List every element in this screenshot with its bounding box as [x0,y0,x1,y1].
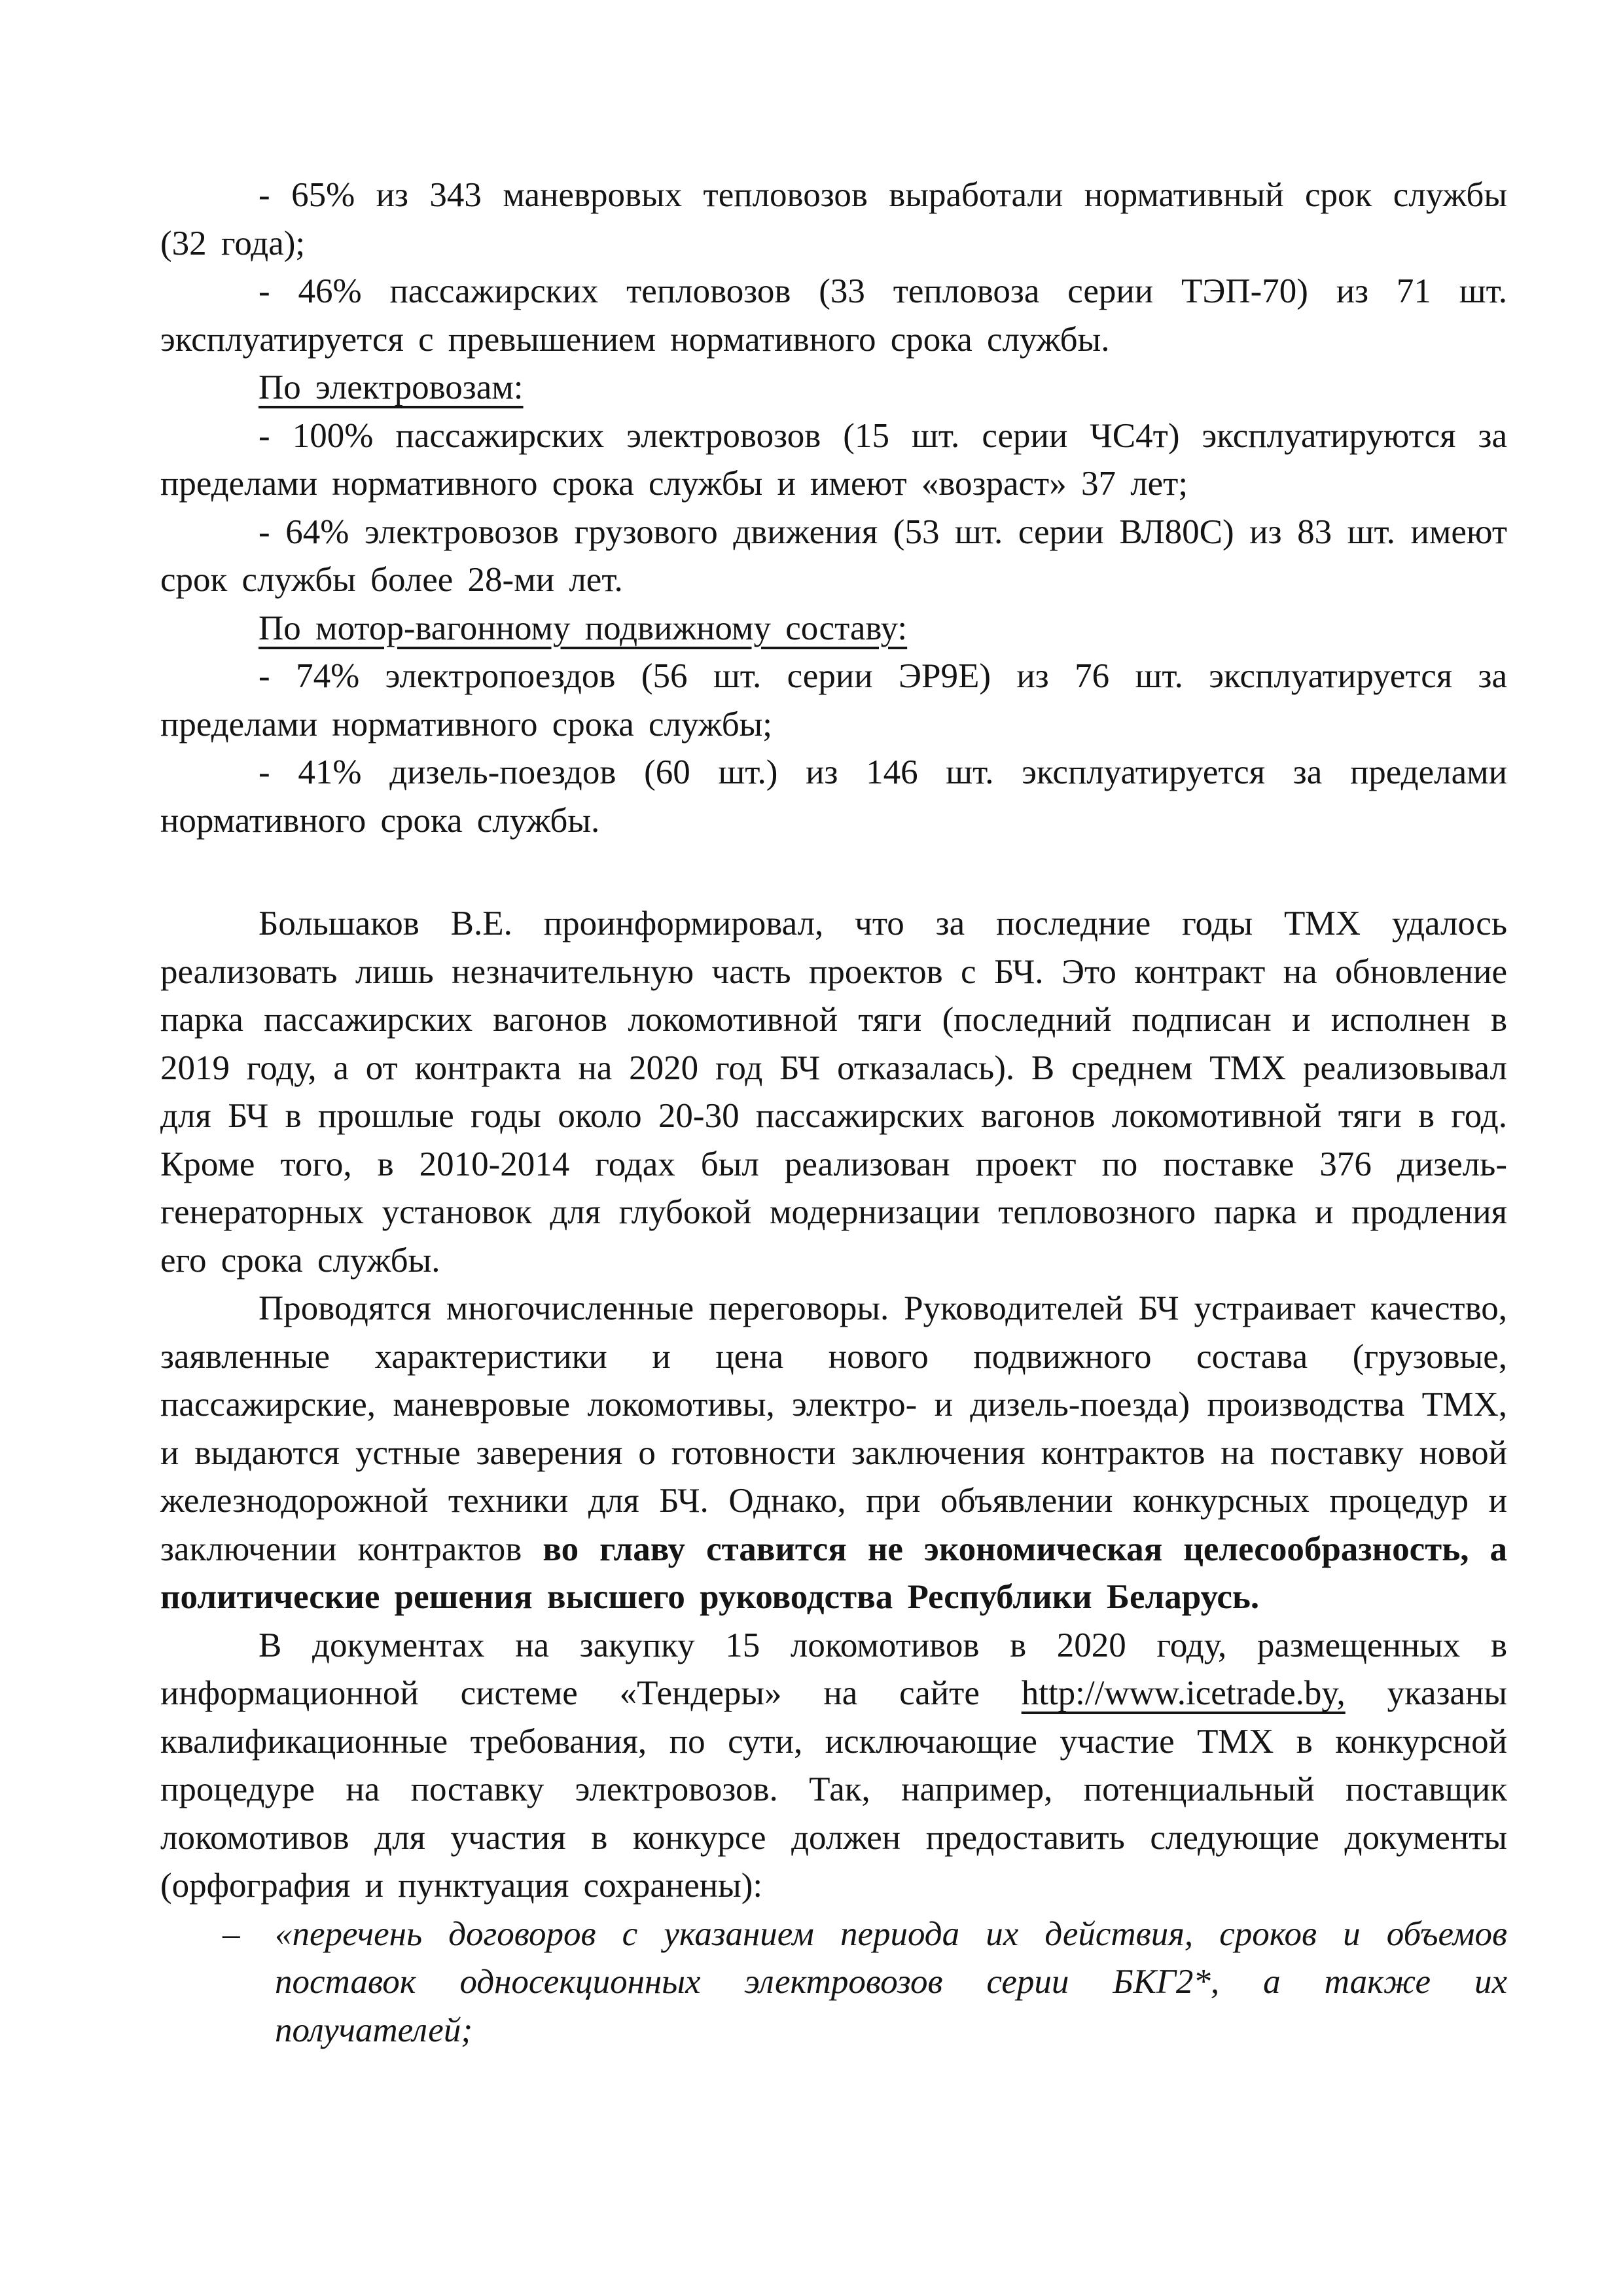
list-item-text [275,1910,1507,2055]
list-item [223,1910,1507,2055]
paragraph [160,1285,1507,1622]
list-item-dash-marker: – [223,1914,240,1953]
document-body [160,171,1507,2054]
text-run: - 74% электропоездов (56 шт. серии ЭР9Е) из 76 шт. эксплуатируется за пределами нормативного срока службы; [160,657,1507,744]
paragraph [160,509,1507,605]
paragraph [160,653,1507,749]
text-run: «перечень договоров с указанием периода их действия, сроков и объемов поставок односекционных электровозов серии БКГ2*, а также их получателей; [275,1914,1507,2049]
text-run: указаны квалификационные требования, по сути, исключающие участие ТМХ в конкурсной процедуре на поставку электровозов. Так, например, потенциальный поставщик локомотивов для участия в конкурсе должен предоставить следующие документы (орфография и пунктуация сохранены): [160,1674,1507,1905]
text-run: - 41% дизель-поездов (60 шт.) из 146 шт. эксплуатируется за пределами нормативного срока службы. [160,753,1507,840]
text-run: во главу ставится не экономическая целесообразность, а политические решения высшего руководства Республики Беларусь. [160,1530,1507,1616]
paragraph [160,900,1507,1285]
text-run: Большаков В.Е. проинформировал, что за последние годы ТМХ удалось реализовать лишь незначительную часть проектов с БЧ. Это контракт на обновление парка пассажирских вагонов локомотивной тяги (последний подписан и исполнен в 2019 году, а от контракта на 2020 год БЧ отказалась). В среднем ТМХ реализовывал для БЧ в прошлые годы около 20-30 пассажирских вагонов локомотивной тяги в год. Кроме того, в 2010-2014 годах был реализован проект по поставке 376 дизель-генераторных установок для глубокой модернизации тепловозного парка и продления его срока службы. [160,905,1507,1280]
paragraph [160,268,1507,364]
text-run: - 64% электровозов грузового движения (53 шт. серии ВЛ80С) из 83 шт. имеют срок службы более 28-ми лет. [160,512,1507,599]
text-run: В документах на закупку 15 локомотивов в 2020 году, размещенных в информационной системе «Тендеры» на сайте [160,1626,1507,1712]
text-run: - 65% из 343 маневровых тепловозов выработали нормативный срок службы (32 года); [160,176,1507,262]
icetrade-url-link[interactable]: http://www.icetrade.by, [1021,1674,1346,1712]
section-heading [160,605,1507,653]
text-run: - 46% пассажирских тепловозов (33 тепловоза серии ТЭП-70) из 71 шт. эксплуатируется с превышением нормативного срока службы. [160,272,1507,359]
text-run: Проводятся многочисленные переговоры. Руководителей БЧ устраивает качество, заявленные характеристики и цена нового подвижного состава (грузовые, пассажирские, маневровые локомотивы, электро- и дизель-поезда) производства ТМХ, и выдаются устные заверения о готовности заключения контрактов на поставку новой железнодорожной техники для БЧ. Однако, при объявлении конкурсных процедур и заключении контрактов [160,1289,1507,1568]
text-run: По электровозам: [259,368,524,406]
paragraph [160,1622,1507,1910]
section-heading [160,364,1507,412]
paragraph [160,412,1507,509]
text-run: По мотор-вагонному подвижному составу: [259,609,908,647]
text-run: - 100% пассажирских электровозов (15 шт. серии ЧС4т) эксплуатируются за пределами нормативного срока службы и имеют «возраст» 37 лет; [160,416,1507,503]
paragraph [160,171,1507,268]
paragraph [160,749,1507,845]
